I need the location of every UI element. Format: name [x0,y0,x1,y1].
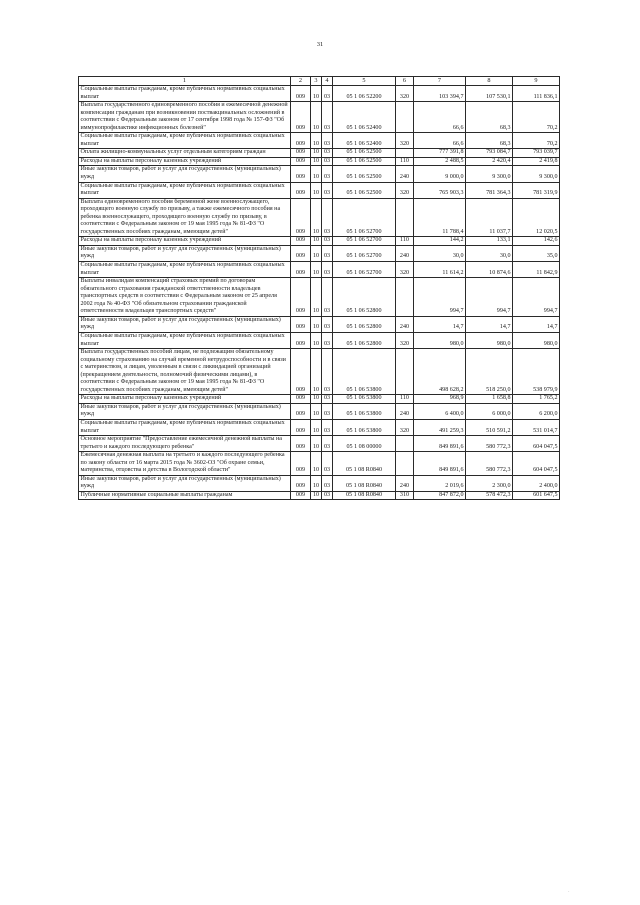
cell-section-code: 10 [311,452,322,476]
row-name: Иные закупки товаров, работ и услуг для государственных (муниципальных) нужд [79,475,291,491]
cell-amount-year-2: 30,0 [466,245,513,261]
cell-amount-year-3: 980,0 [513,332,560,348]
cell-expense-type: 240 [396,166,414,182]
cell-expense-type [396,198,414,237]
page-number: 31 [316,41,324,48]
cell-ministry-code: 009 [291,419,311,435]
table-row [79,245,560,261]
table-row [79,157,560,166]
cell-subsection-code: 03 [322,245,333,261]
cell-ministry-code: 009 [291,436,311,452]
table-row [79,166,560,182]
cell-expense-type [396,349,414,395]
column-header: 4 [322,77,333,86]
cell-amount-year-3: 111 836,1 [513,86,560,102]
cell-section-code: 10 [311,237,322,246]
cell-ministry-code: 009 [291,349,311,395]
table-row [79,436,560,452]
cell-amount-year-3: 6 200,0 [513,403,560,419]
cell-ministry-code: 009 [291,491,311,500]
cell-amount-year-3: 14,7 [513,316,560,332]
row-name: Иные закупки товаров, работ и услуг для государственных (муниципальных) нужд [79,403,291,419]
table-body [79,86,560,500]
table-row [79,86,560,102]
cell-expense-type [396,452,414,476]
column-header: 3 [311,77,322,86]
cell-amount-year-1: 144,2 [414,237,466,246]
cell-ministry-code: 009 [291,166,311,182]
row-name: Социальные выплаты гражданам, кроме публичных нормативных социальных выплат [79,133,291,149]
cell-expense-type: 320 [396,182,414,198]
cell-subsection-code: 03 [322,316,333,332]
cell-section-code: 10 [311,198,322,237]
cell-amount-year-2: 1 658,8 [466,395,513,404]
cell-target-article: 05 1 06 52200 [333,86,396,102]
cell-amount-year-1: 11 788,4 [414,198,466,237]
cell-target-article: 05 1 06 52500 [333,182,396,198]
cell-ministry-code: 009 [291,237,311,246]
cell-subsection-code: 03 [322,349,333,395]
cell-subsection-code: 03 [322,182,333,198]
cell-subsection-code: 03 [322,198,333,237]
cell-target-article: 05 1 06 52400 [333,133,396,149]
cell-amount-year-3: 601 647,5 [513,491,560,500]
cell-expense-type: 320 [396,133,414,149]
cell-target-article: 05 1 06 52700 [333,198,396,237]
column-header: 7 [414,77,466,86]
cell-subsection-code: 03 [322,491,333,500]
cell-ministry-code: 009 [291,395,311,404]
row-name: Социальные выплаты гражданам, кроме публичных нормативных социальных выплат [79,182,291,198]
cell-target-article: 05 1 08 R0840 [333,452,396,476]
cell-amount-year-1: 103 394,7 [414,86,466,102]
cell-amount-year-1: 66,6 [414,133,466,149]
cell-amount-year-3: 70,2 [513,133,560,149]
column-header: 2 [291,77,311,86]
table-row [79,316,560,332]
cell-subsection-code: 03 [322,419,333,435]
table-row [79,452,560,476]
row-name: Социальные выплаты гражданам, кроме публичных нормативных социальных выплат [79,419,291,435]
row-name: Ежемесячная денежная выплата на третьего и каждого последующего ребенка по закону области от 16 марта 2015 года № 3602-ОЗ "Об охране семьи, материнства, отцовства и детства в Вологодской области" [79,452,291,476]
table-row [79,349,560,395]
cell-amount-year-3: 538 979,9 [513,349,560,395]
cell-amount-year-1: 14,7 [414,316,466,332]
table-row [79,419,560,435]
row-name: Социальные выплаты гражданам, кроме публичных нормативных социальных выплат [79,262,291,278]
cell-section-code: 10 [311,475,322,491]
cell-amount-year-1: 765 903,3 [414,182,466,198]
cell-amount-year-1: 847 872,0 [414,491,466,500]
cell-amount-year-1: 9 000,0 [414,166,466,182]
cell-amount-year-3: 604 047,5 [513,436,560,452]
cell-target-article: 05 1 06 53800 [333,403,396,419]
cell-ministry-code: 009 [291,182,311,198]
table-row [79,102,560,133]
cell-amount-year-2: 10 874,6 [466,262,513,278]
cell-section-code: 10 [311,491,322,500]
cell-subsection-code: 03 [322,395,333,404]
cell-amount-year-3: 9 300,0 [513,166,560,182]
table-header-row [79,77,560,86]
row-name: Иные закупки товаров, работ и услуг для государственных (муниципальных) нужд [79,245,291,261]
cell-amount-year-1: 777 391,8 [414,149,466,158]
cell-amount-year-3: 1 765,2 [513,395,560,404]
table-row [79,262,560,278]
table-row [79,237,560,246]
cell-ministry-code: 009 [291,149,311,158]
cell-section-code: 10 [311,262,322,278]
cell-target-article: 05 1 08 00000 [333,436,396,452]
cell-amount-year-1: 994,7 [414,278,466,317]
cell-amount-year-2: 11 037,7 [466,198,513,237]
cell-expense-type [396,436,414,452]
cell-expense-type: 110 [396,237,414,246]
cell-subsection-code: 03 [322,166,333,182]
cell-amount-year-2: 9 300,0 [466,166,513,182]
cell-subsection-code: 03 [322,403,333,419]
table-row [79,395,560,404]
cell-amount-year-1: 491 259,3 [414,419,466,435]
cell-expense-type: 110 [396,395,414,404]
cell-amount-year-2: 107 530,1 [466,86,513,102]
cell-expense-type: 320 [396,332,414,348]
cell-section-code: 10 [311,157,322,166]
cell-expense-type: 320 [396,262,414,278]
cell-target-article: 05 1 06 52800 [333,332,396,348]
cell-amount-year-2: 6 000,0 [466,403,513,419]
cell-amount-year-2: 68,3 [466,102,513,133]
cell-amount-year-2: 580 772,3 [466,436,513,452]
cell-subsection-code: 03 [322,86,333,102]
cell-expense-type: 240 [396,316,414,332]
cell-section-code: 10 [311,278,322,317]
table-row [79,182,560,198]
cell-ministry-code: 009 [291,475,311,491]
cell-subsection-code: 03 [322,278,333,317]
cell-subsection-code: 03 [322,237,333,246]
corner-mark: · [568,890,570,895]
cell-expense-type: 110 [396,157,414,166]
cell-section-code: 10 [311,102,322,133]
table-row [79,133,560,149]
cell-target-article: 05 1 08 R0840 [333,475,396,491]
cell-ministry-code: 009 [291,102,311,133]
row-name: Расходы на выплаты персоналу казенных учреждений [79,157,291,166]
cell-expense-type [396,149,414,158]
cell-ministry-code: 009 [291,332,311,348]
cell-ministry-code: 009 [291,316,311,332]
cell-amount-year-1: 980,0 [414,332,466,348]
column-header: 5 [333,77,396,86]
cell-amount-year-1: 30,0 [414,245,466,261]
cell-amount-year-1: 849 891,6 [414,436,466,452]
cell-amount-year-2: 510 591,2 [466,419,513,435]
cell-ministry-code: 009 [291,278,311,317]
cell-subsection-code: 03 [322,452,333,476]
cell-target-article: 05 1 06 52700 [333,237,396,246]
row-name: Иные закупки товаров, работ и услуг для государственных (муниципальных) нужд [79,166,291,182]
cell-amount-year-1: 968,9 [414,395,466,404]
cell-amount-year-1: 66,6 [414,102,466,133]
cell-target-article: 05 1 06 52400 [333,102,396,133]
row-name: Социальные выплаты гражданам, кроме публичных нормативных социальных выплат [79,332,291,348]
cell-subsection-code: 03 [322,262,333,278]
cell-section-code: 10 [311,436,322,452]
table-row [79,278,560,317]
cell-amount-year-2: 133,1 [466,237,513,246]
cell-expense-type [396,102,414,133]
row-name: Социальные выплаты гражданам, кроме публичных нормативных социальных выплат [79,86,291,102]
cell-amount-year-3: 2 400,0 [513,475,560,491]
cell-amount-year-2: 781 364,3 [466,182,513,198]
cell-amount-year-2: 980,0 [466,332,513,348]
cell-target-article: 05 1 06 52700 [333,262,396,278]
cell-subsection-code: 03 [322,332,333,348]
row-name: Выплата государственного единовременного пособия и ежемесячной денежной компенсации гражданам при возникновении поствакцинальных осложнений в соответствии с Федеральным законом от 17 сентября 1998 года № 157-ФЗ "Об иммунопрофилактике инфекционных болезней" [79,102,291,133]
row-name: Оплата жилищно-коммунальных услуг отдельным категориям граждан [79,149,291,158]
table-row [79,403,560,419]
cell-expense-type: 320 [396,419,414,435]
cell-amount-year-2: 518 250,0 [466,349,513,395]
cell-amount-year-3: 781 319,9 [513,182,560,198]
cell-target-article: 05 1 06 52500 [333,166,396,182]
row-name: Расходы на выплаты персоналу казенных учреждений [79,237,291,246]
cell-ministry-code: 009 [291,245,311,261]
table-row [79,198,560,237]
cell-section-code: 10 [311,403,322,419]
cell-amount-year-3: 12 020,5 [513,198,560,237]
table-row [79,475,560,491]
cell-expense-type: 240 [396,475,414,491]
cell-amount-year-3: 531 014,7 [513,419,560,435]
cell-amount-year-3: 11 842,9 [513,262,560,278]
cell-target-article: 05 1 06 52800 [333,316,396,332]
budget-table [78,76,560,500]
cell-amount-year-3: 2 419,8 [513,157,560,166]
cell-amount-year-1: 6 400,0 [414,403,466,419]
cell-target-article: 05 1 06 52700 [333,245,396,261]
cell-expense-type: 310 [396,491,414,500]
cell-ministry-code: 009 [291,198,311,237]
cell-amount-year-1: 2 019,6 [414,475,466,491]
cell-target-article: 05 1 06 52500 [333,149,396,158]
cell-section-code: 10 [311,182,322,198]
cell-amount-year-2: 68,3 [466,133,513,149]
column-header: 1 [79,77,291,86]
cell-ministry-code: 009 [291,262,311,278]
table-row [79,149,560,158]
column-header: 8 [466,77,513,86]
cell-section-code: 10 [311,419,322,435]
cell-amount-year-2: 580 772,3 [466,452,513,476]
cell-subsection-code: 03 [322,102,333,133]
cell-amount-year-3: 35,0 [513,245,560,261]
column-header: 6 [396,77,414,86]
cell-target-article: 05 1 06 53800 [333,349,396,395]
cell-section-code: 10 [311,86,322,102]
cell-expense-type [396,278,414,317]
cell-subsection-code: 03 [322,133,333,149]
cell-amount-year-2: 2 300,0 [466,475,513,491]
cell-section-code: 10 [311,316,322,332]
row-name: Выплата единовременного пособия беременной жене военнослужащего, проходящего военную службу по призыву, а также ежемесячного пособия на ребенка военнослужащего, проходящего военную службу по призыву, в соответствии с Федеральным законом от 19 мая 1995 года № 81-ФЗ "О государственных пособиях гражданам, имеющим детей" [79,198,291,237]
cell-subsection-code: 03 [322,475,333,491]
cell-amount-year-3: 604 047,5 [513,452,560,476]
cell-target-article: 05 1 06 52800 [333,278,396,317]
table-row [79,332,560,348]
row-name: Иные закупки товаров, работ и услуг для государственных (муниципальных) нужд [79,316,291,332]
cell-section-code: 10 [311,349,322,395]
cell-amount-year-1: 2 488,5 [414,157,466,166]
row-name: Расходы на выплаты персоналу казенных учреждений [79,395,291,404]
cell-ministry-code: 009 [291,86,311,102]
cell-amount-year-2: 793 084,7 [466,149,513,158]
row-name: Выплаты инвалидам компенсаций страховых премий по договорам обязательного страхования гражданской ответственности владельцев транспортных средств в соответствии с Федеральным законом от 25 апреля 2002 года № 40-ФЗ "Об обязательном страховании гражданской ответственности владельцев транспортных средств" [79,278,291,317]
cell-section-code: 10 [311,332,322,348]
column-header: 9 [513,77,560,86]
cell-expense-type: 240 [396,403,414,419]
cell-amount-year-2: 578 472,3 [466,491,513,500]
cell-amount-year-3: 142,6 [513,237,560,246]
cell-target-article: 05 1 06 53800 [333,395,396,404]
cell-amount-year-1: 498 628,2 [414,349,466,395]
cell-target-article: 05 1 06 52500 [333,157,396,166]
cell-ministry-code: 009 [291,403,311,419]
cell-expense-type: 240 [396,245,414,261]
cell-ministry-code: 009 [291,133,311,149]
cell-target-article: 05 1 08 R0840 [333,491,396,500]
cell-amount-year-3: 793 039,7 [513,149,560,158]
cell-amount-year-1: 849 891,6 [414,452,466,476]
cell-section-code: 10 [311,395,322,404]
cell-ministry-code: 009 [291,452,311,476]
row-name: Публичные нормативные социальные выплаты гражданам [79,491,291,500]
cell-ministry-code: 009 [291,157,311,166]
cell-section-code: 10 [311,166,322,182]
cell-section-code: 10 [311,149,322,158]
cell-subsection-code: 03 [322,157,333,166]
cell-amount-year-2: 14,7 [466,316,513,332]
cell-section-code: 10 [311,245,322,261]
cell-amount-year-3: 994,7 [513,278,560,317]
cell-amount-year-2: 994,7 [466,278,513,317]
cell-expense-type: 320 [396,86,414,102]
cell-amount-year-1: 11 614,2 [414,262,466,278]
cell-subsection-code: 03 [322,149,333,158]
row-name: Выплата государственных пособий лицам, не подлежащим обязательному социальному страхованию на случай временной нетрудоспособности и в связи с материнством, и лицам, уволенным в связи с ликвидацией организаций (прекращением деятельности, полномочий физическими лицами), в соответствии с Федеральным законом от 19 мая 1995 года № 81-ФЗ "О государственных пособиях гражданам, имеющим детей" [79,349,291,395]
table-row [79,491,560,500]
row-name: Основное мероприятие "Предоставление ежемесячной денежной выплаты на третьего и каждого последующего ребенка" [79,436,291,452]
cell-amount-year-3: 70,2 [513,102,560,133]
cell-amount-year-2: 2 420,4 [466,157,513,166]
cell-subsection-code: 03 [322,436,333,452]
cell-target-article: 05 1 06 53800 [333,419,396,435]
cell-section-code: 10 [311,133,322,149]
